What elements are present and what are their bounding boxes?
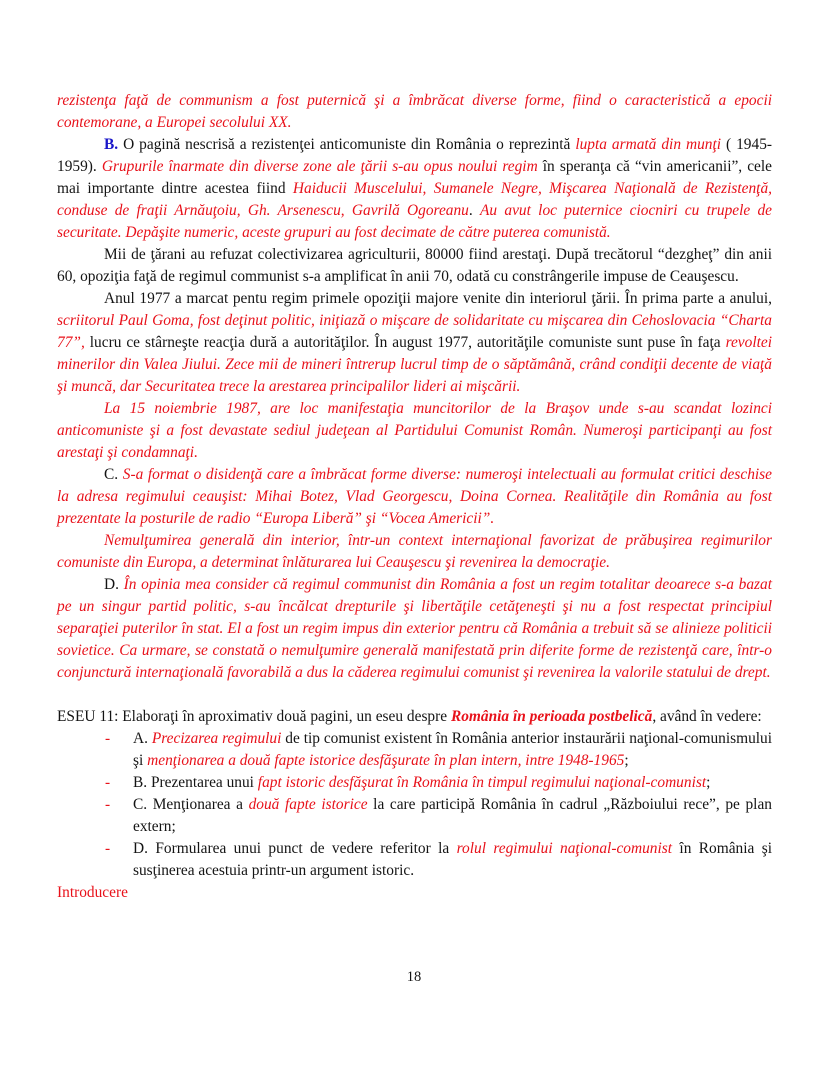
text-run: Grupurile înarmate din diverse zone ale ţării s-au opus noului regim (101, 158, 538, 175)
text-run: ; (624, 752, 629, 769)
text-run: Au avut loc puternice ciocniri cu trupele de securitate. Depăşite numeric, aceste grupuri au fost decimate de către puterea comunistă. (57, 202, 773, 241)
paragraph-1977 (57, 288, 772, 398)
text-run: România în perioada postbelică (450, 708, 653, 725)
text-run: de tip comunist existent în România anterior instaurării naţional-comunismului şi (133, 730, 773, 769)
text-run: C. Menţionarea a (133, 796, 249, 813)
paragraph-brasov-1987 (57, 398, 772, 464)
text-run: rezistenţa faţă de communism a fost puternică şi a îmbrăcat diverse forme, fiind o caracteristică a epocii contemorane, a Europei secolului XX. (57, 92, 772, 131)
text-run: Anul 1977 a marcat pentu regim primele opoziţii majore venite din interiorul ţării. În prima parte a anului, (104, 290, 772, 307)
text-run: la care participă România în cadrul „Războiului rece”, pe plan extern; (133, 796, 772, 835)
text-run: menţionarea a două fapte istorice desfăşurate în plan intern, intre 1948-1965 (147, 752, 625, 769)
text-run: Mii de ţărani au refuzat colectivizarea agriculturii, 80000 fiind arestaţi. După trecătorul “dezgheţ” din anii 60, opoziţia faţă de regimul communist s-a amplificat în anii 70, odată cu constrângerile impuse de Ceauşescu. (57, 246, 772, 285)
paragraph-point-b (57, 134, 772, 244)
text-run: . (468, 202, 481, 219)
text-run: B. Prezentarea unui (133, 774, 258, 791)
text-run: D. Formularea unui punct de vedere referitor la (133, 840, 457, 857)
text-run: Introducere (57, 884, 128, 901)
text-run: lupta armată din munţi (575, 136, 722, 153)
text-run: în speranţa că “vin americanii”, cele mai importante dintre acestea fiind (57, 158, 772, 197)
text-run: ; (706, 774, 711, 791)
list-item-text (133, 796, 772, 835)
list-dash-marker: - (105, 730, 111, 747)
list-dash-marker: - (105, 796, 111, 813)
text-run: ESEU 11: Elaboraţi în aproximativ două pagini, un eseu despre (57, 708, 451, 725)
essay-requirement-d (57, 838, 772, 882)
text-run: fapt istoric desfăşurat în România în timpul regimului naţional-comunist (257, 774, 707, 791)
essay-prompt-heading (57, 706, 772, 728)
text-run: , având în vedere: (652, 708, 762, 725)
text-run: În opinia mea consider că regimul communist din România a fost un regim totalitar deoarece s-a bazat pe un singur partid politic, s-au încălcat drepturile şi libertăţile cetăţeneşti şi nu a fost respectat principiul separaţiei puterilor în stat. El a fost un regim impus din exterior pentru că România a trebuit să se alinieze politicii sovietice. Ca urmare, se constată o nemulţumire generală manifestată prin diferite forme de rezistenţă care, într-o conjunctură internaţională favorabilă a dus la căderea regimului comunist şi revenirea la valorile statului de drept. (57, 576, 772, 681)
text-run: Nemulţumirea generală din interior, într-un context internaţional favorizat de prăbuşirea regimurilor comuniste din Europa, a determinat înlăturarea lui Ceauşescu şi revenirea la democraţie. (57, 532, 772, 571)
essay-requirement-a (57, 728, 772, 772)
document-content (57, 90, 772, 904)
blank-line (57, 684, 772, 706)
paragraph-continuation (57, 90, 772, 134)
essay-requirement-c (57, 794, 772, 838)
introduction-heading (57, 882, 772, 904)
text-run: Haiducii Muscelului, Sumanele Negre, Mişcarea Naţională de Rezistenţă, conduse de fraţii Arnăuţoiu, Gh. Arsenescu, Gavrilă Ogoreanu (57, 180, 772, 219)
text-run: S-a format o disidenţă care a îmbrăcat forme diverse: numeroşi intelectuali au formulat critici deschise la adresa regimului ceauşist: Mihai Botez, Vlad Georgescu, Doina Cornea. Realităţile din România au fost prezentate la posturile de radio “Europa Liberă” şi “Vocea Americii”. (57, 466, 773, 527)
text-run: B. (104, 136, 119, 153)
text-run: ( 1945-1959). (57, 136, 773, 175)
page-number: 18 (406, 969, 422, 985)
text-run: lucru ce stârneşte reacţia dură a autorităţilor. În august 1977, autorităţile comuniste sunt puse în faţa (84, 334, 726, 351)
text-run: La 15 noiembrie 1987, are loc manifestaţia muncitorilor de la Braşov unde s-au scandat lozinci anticomuniste şi a fost devastate sediul judeţean al Partidului Comunist Român. Numeroşi participanţi au fost arestaţi şi condamnaţi. (57, 400, 772, 461)
text-run: în România şi susţinerea acestuia printr-un argument istoric. (133, 840, 772, 879)
text-run: C. (104, 466, 123, 483)
paragraph-point-d-opinion (57, 574, 772, 684)
text-run: revoltei minerilor din Valea Jiului. Zece mii de mineri întrerup lucrul timp de o săptămână, crând condiţii decente de viaţă şi muncă, dar Securitatea trece la arestarea principalilor lideri ai mişcării. (57, 334, 772, 395)
essay-requirement-b (57, 772, 772, 794)
list-item-text (133, 730, 772, 769)
paragraph-point-c (57, 464, 772, 530)
list-dash-marker: - (105, 840, 111, 857)
text-run: scriitorul Paul Goma, fost deţinut politic, iniţiază o mişcare de solidaritate cu mişcarea din Cehoslovacia “Charta 77”, (57, 312, 772, 351)
list-item-text (133, 774, 710, 791)
text-run: O pagină nescrisă a rezistenţei anticomuniste din România o reprezintă (118, 136, 576, 153)
text-run: A. (133, 730, 152, 747)
text-run: două fapte istorice (248, 796, 368, 813)
list-item-text (133, 840, 772, 879)
paragraph-collectivization (57, 244, 772, 288)
text-run: rolul regimului naţional-comunist (456, 840, 673, 857)
paragraph-discontent (57, 530, 772, 574)
list-dash-marker: - (105, 774, 111, 791)
text-run: D. (104, 576, 124, 593)
text-run: Precizarea regimului (151, 730, 282, 747)
